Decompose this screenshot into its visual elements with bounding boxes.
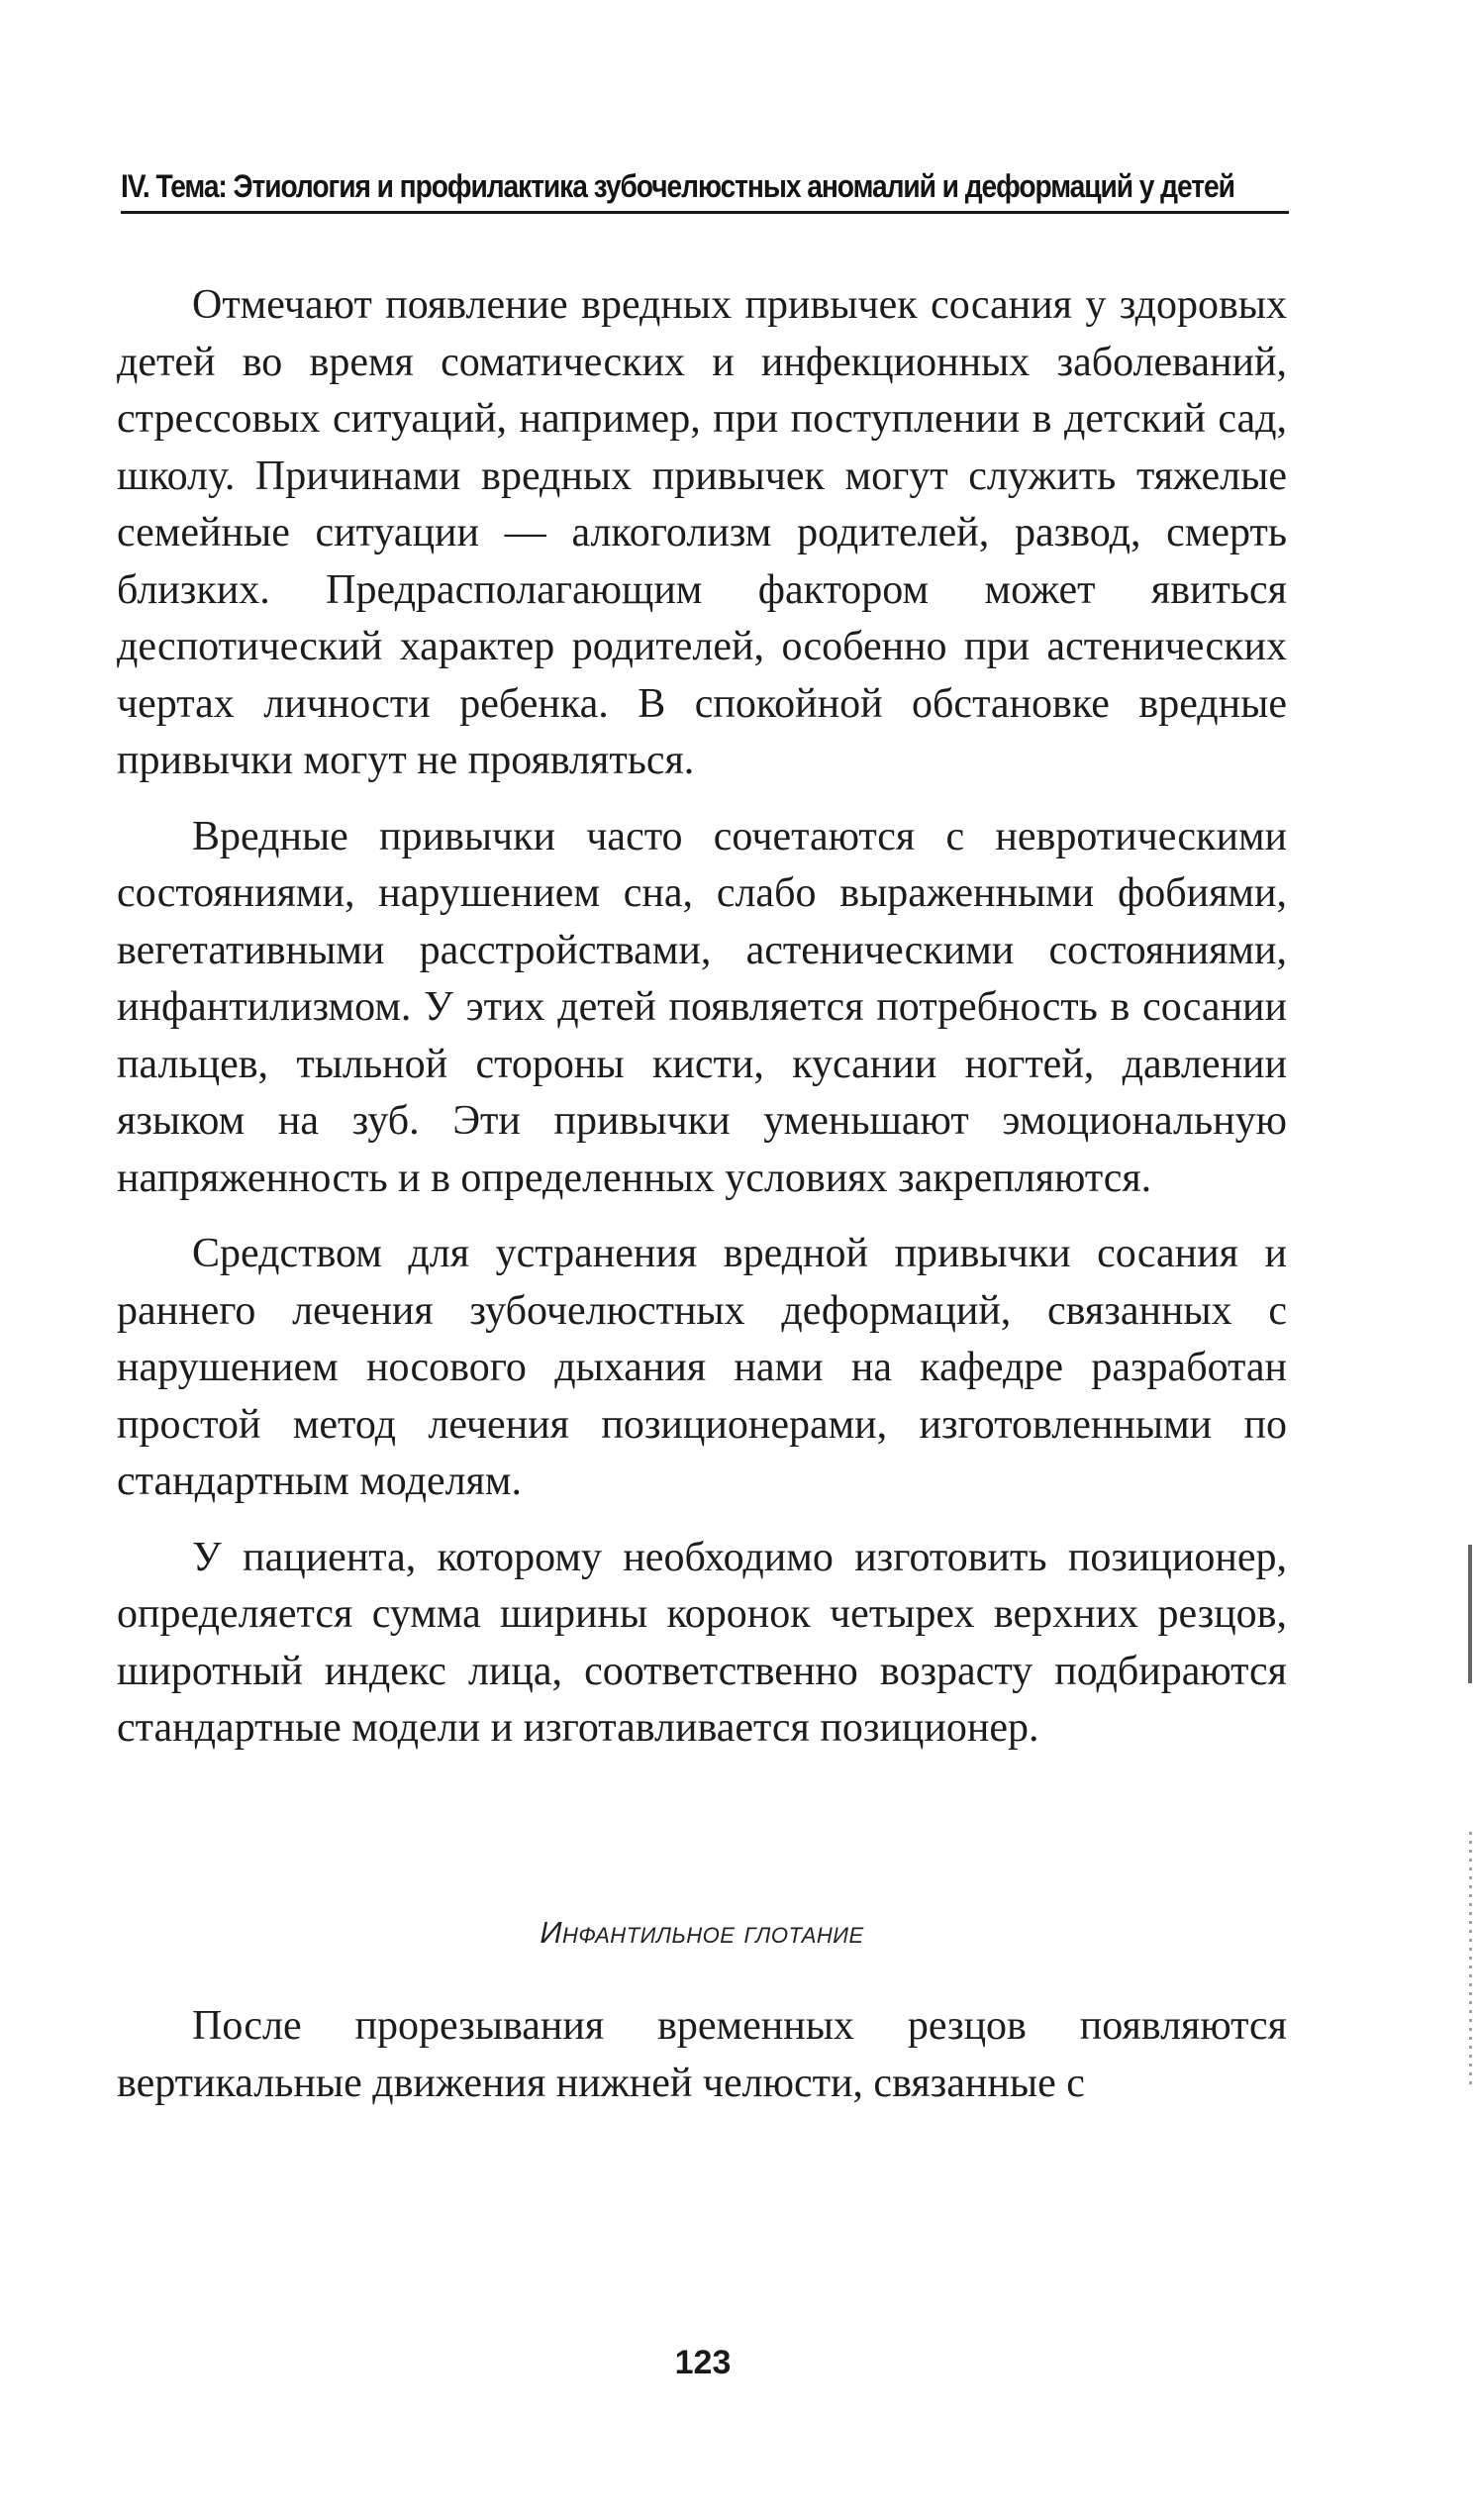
scan-edge-mark	[1468, 1545, 1472, 1683]
running-header	[121, 166, 1289, 214]
main-text	[117, 277, 1287, 1758]
paragraph-1: Отмечают появление вредных привычек сосания у здоровых детей во время соматических и инфекционных заболеваний, стрессовых ситуаций, например, при поступлении в детский сад, школу. Причинами вредных привычек могут служить тяжелые семейные ситуации — алкоголизм родителей, развод, смерть близких. Предрасполагающим фактором может явиться деспотический характер родителей, особенно при астенических чертах личности ребенка. В спокойной обстановке вредные привычки могут не проявляться.	[117, 282, 1287, 783]
section-heading: Инфантильное глотание	[540, 1915, 864, 1950]
paragraph-3: Средством для устранения вредной привычки сосания и раннего лечения зубочелюстных деформаций, связанных с нарушением носового дыхания нами на кафедре разработан простой метод лечения позиционерами, изготовленными по стандартным моделям.	[117, 1231, 1287, 1504]
paragraph-4: У пациента, которому необходимо изготовить позиционер, определяется сумма ширины коронок четырех верхних резцов, широтный индекс лица, соответственно возрасту подбираются стандартные модели и изготавливается позиционер.	[117, 1534, 1287, 1751]
scan-edge-dots	[1469, 1832, 1472, 2089]
running-header-title: IV. Тема: Этиология и профилактика зубочелюстных аномалий и деформаций у детей	[121, 168, 1234, 204]
section-paragraph-1: После прорезывания временных резцов появляются вертикальные движения нижней челюсти, связанные с	[117, 2003, 1287, 2106]
page-number: 123	[674, 2344, 732, 2381]
paragraph-2: Вредные привычки часто сочетаются с невротическими состояниями, нарушением сна, слабо выраженными фобиями, вегетативными расстройствами, астеническими состояниями, инфантилизмом. У этих детей появляется потребность в сосании пальцев, тыльной стороны кисти, кусании ногтей, давлении языком на зуб. Эти привычки уменьшают эмоциональную напряженность и в определенных условиях закрепляются.	[117, 813, 1287, 1201]
section-text	[117, 1998, 1287, 2112]
